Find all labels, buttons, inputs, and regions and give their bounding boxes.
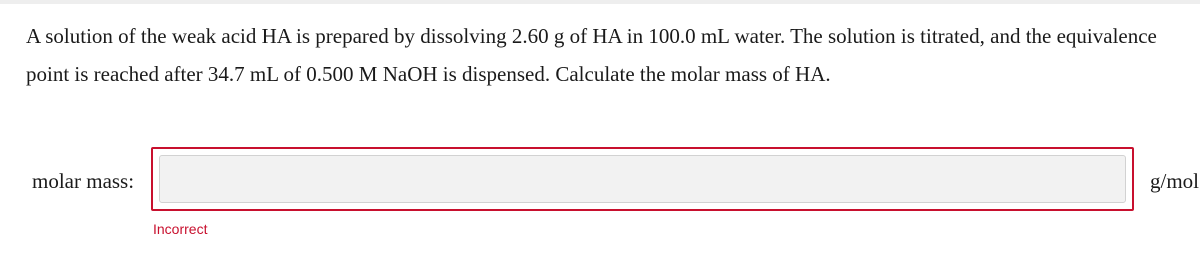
answer-field-frame xyxy=(151,147,1134,211)
top-divider xyxy=(0,0,1200,4)
feedback-incorrect: Incorrect xyxy=(153,221,208,237)
molar-mass-input[interactable] xyxy=(159,155,1126,203)
answer-row xyxy=(0,147,1200,215)
question-text: A solution of the weak acid HA is prepared by dissolving 2.60 g of HA in 100.0 mL water. The solution is titrated, and the equivalence point is reached after 34.7 mL of 0.500 M NaOH is dispensed. Calculate the molar mass of HA. xyxy=(26,24,1157,86)
answer-label: molar mass: xyxy=(32,169,135,193)
answer-unit: g/mol xyxy=(1150,169,1200,193)
